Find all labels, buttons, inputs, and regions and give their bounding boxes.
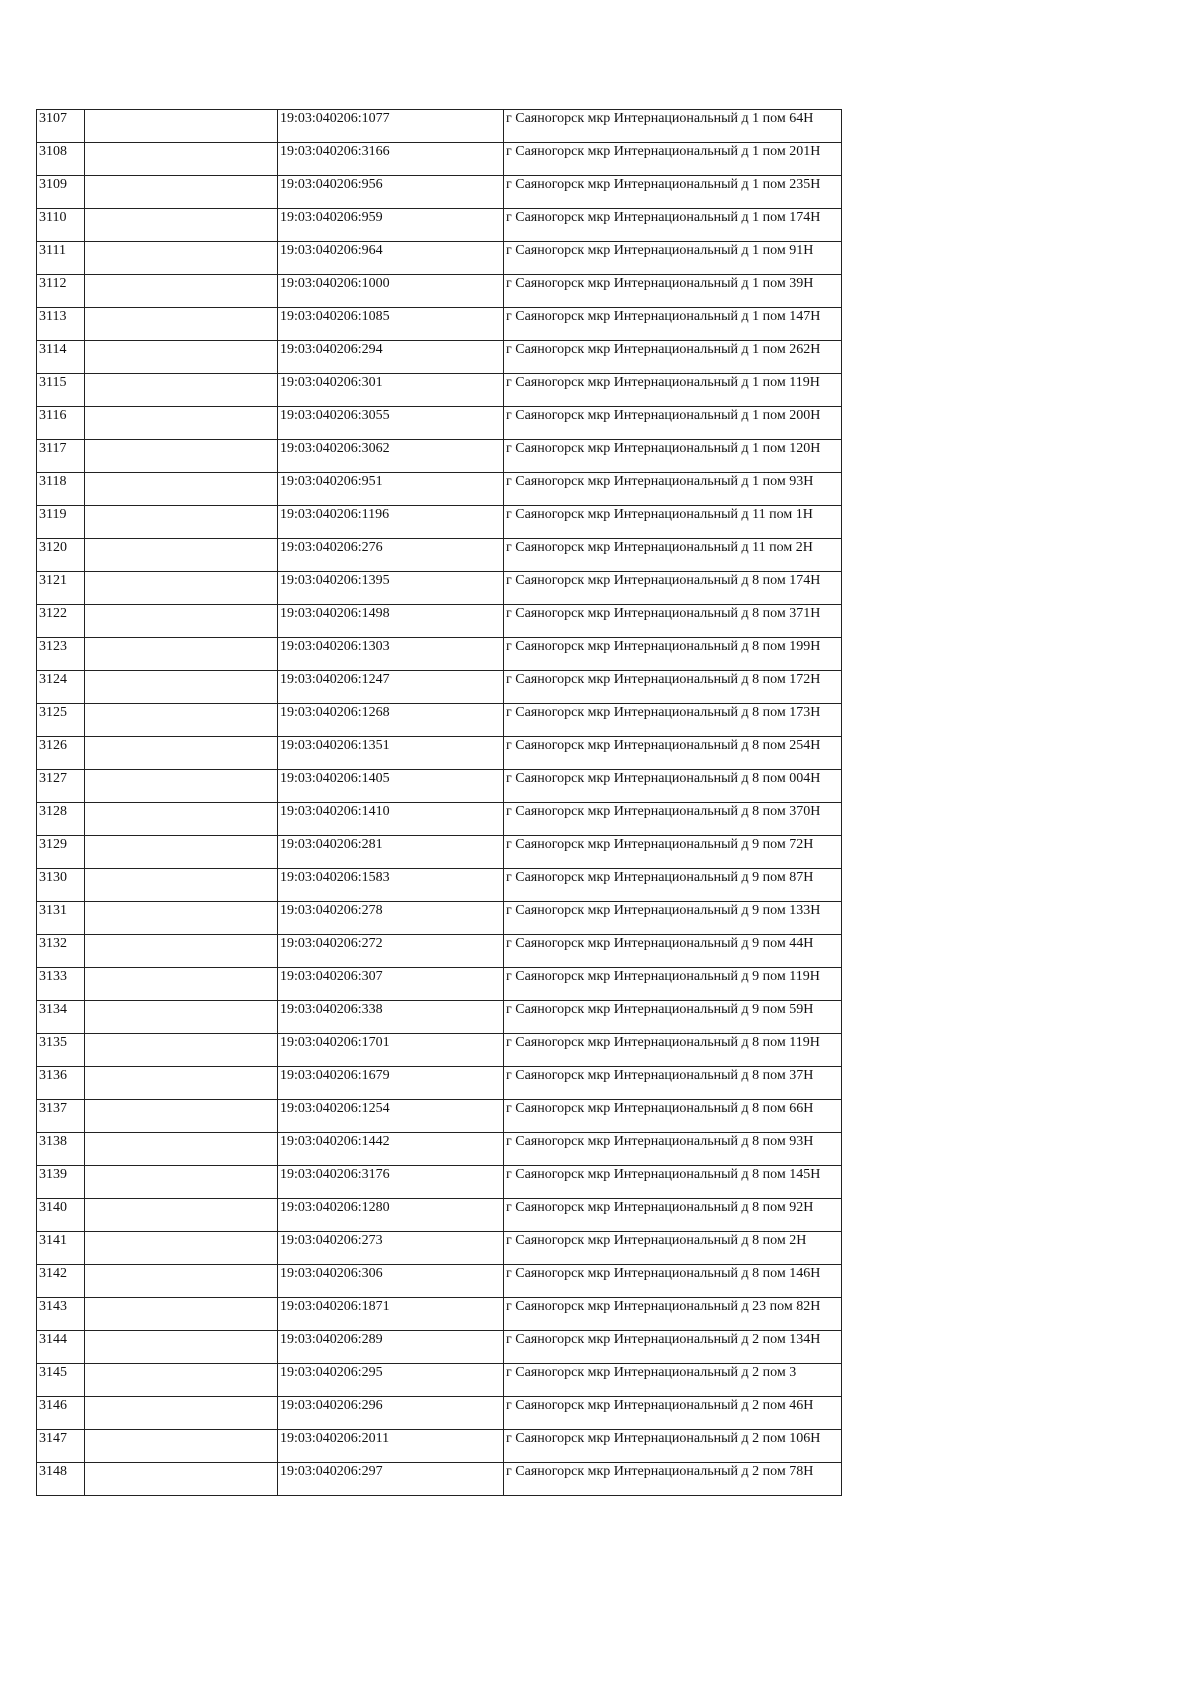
row-number-cell: 3148	[37, 1463, 85, 1496]
object-name-cell	[85, 539, 278, 572]
address-cell: г Саяногорск мкр Интернациональный д 8 пом 92Н	[504, 1199, 842, 1232]
address-cell: г Саяногорск мкр Интернациональный д 11 пом 1Н	[504, 506, 842, 539]
cadastral-number-cell: 19:03:040206:964	[278, 242, 504, 275]
table-row	[37, 605, 842, 638]
cadastral-number-cell: 19:03:040206:956	[278, 176, 504, 209]
table-row	[37, 275, 842, 308]
table-row	[37, 1265, 842, 1298]
cadastral-number-cell: 19:03:040206:1247	[278, 671, 504, 704]
property-registry-table	[36, 109, 842, 1496]
cadastral-number-cell: 19:03:040206:294	[278, 341, 504, 374]
cadastral-number-cell: 19:03:040206:1701	[278, 1034, 504, 1067]
address-cell: г Саяногорск мкр Интернациональный д 1 пом 120Н	[504, 440, 842, 473]
row-number-cell: 3141	[37, 1232, 85, 1265]
row-number-cell: 3133	[37, 968, 85, 1001]
object-name-cell	[85, 638, 278, 671]
object-name-cell	[85, 143, 278, 176]
address-cell: г Саяногорск мкр Интернациональный д 8 пом 145Н	[504, 1166, 842, 1199]
cadastral-number-cell: 19:03:040206:297	[278, 1463, 504, 1496]
cadastral-number-cell: 19:03:040206:1077	[278, 110, 504, 143]
address-cell: г Саяногорск мкр Интернациональный д 8 пом 174Н	[504, 572, 842, 605]
address-cell: г Саяногорск мкр Интернациональный д 2 пом 46Н	[504, 1397, 842, 1430]
row-number-cell: 3136	[37, 1067, 85, 1100]
address-cell: г Саяногорск мкр Интернациональный д 1 пом 119Н	[504, 374, 842, 407]
row-number-cell: 3144	[37, 1331, 85, 1364]
cadastral-number-cell: 19:03:040206:306	[278, 1265, 504, 1298]
table-row	[37, 341, 842, 374]
address-cell: г Саяногорск мкр Интернациональный д 8 пом 146Н	[504, 1265, 842, 1298]
object-name-cell	[85, 1067, 278, 1100]
object-name-cell	[85, 1298, 278, 1331]
object-name-cell	[85, 1133, 278, 1166]
table-body	[37, 110, 842, 1496]
cadastral-number-cell: 19:03:040206:1196	[278, 506, 504, 539]
address-cell: г Саяногорск мкр Интернациональный д 8 пом 119Н	[504, 1034, 842, 1067]
cadastral-number-cell: 19:03:040206:281	[278, 836, 504, 869]
table-row	[37, 1133, 842, 1166]
row-number-cell: 3145	[37, 1364, 85, 1397]
cadastral-number-cell: 19:03:040206:1583	[278, 869, 504, 902]
address-cell: г Саяногорск мкр Интернациональный д 1 пом 64Н	[504, 110, 842, 143]
object-name-cell	[85, 704, 278, 737]
row-number-cell: 3126	[37, 737, 85, 770]
row-number-cell: 3124	[37, 671, 85, 704]
table-row	[37, 176, 842, 209]
cadastral-number-cell: 19:03:040206:3166	[278, 143, 504, 176]
object-name-cell	[85, 605, 278, 638]
cadastral-number-cell: 19:03:040206:1395	[278, 572, 504, 605]
row-number-cell: 3125	[37, 704, 85, 737]
address-cell: г Саяногорск мкр Интернациональный д 8 пом 371Н	[504, 605, 842, 638]
row-number-cell: 3122	[37, 605, 85, 638]
table-row	[37, 737, 842, 770]
object-name-cell	[85, 572, 278, 605]
address-cell: г Саяногорск мкр Интернациональный д 2 пом 134Н	[504, 1331, 842, 1364]
address-cell: г Саяногорск мкр Интернациональный д 2 пом 3	[504, 1364, 842, 1397]
cadastral-number-cell: 19:03:040206:1351	[278, 737, 504, 770]
row-number-cell: 3132	[37, 935, 85, 968]
address-cell: г Саяногорск мкр Интернациональный д 1 пом 93Н	[504, 473, 842, 506]
address-cell: г Саяногорск мкр Интернациональный д 8 пом 370Н	[504, 803, 842, 836]
object-name-cell	[85, 968, 278, 1001]
table-row	[37, 1034, 842, 1067]
cadastral-number-cell: 19:03:040206:1442	[278, 1133, 504, 1166]
object-name-cell	[85, 407, 278, 440]
cadastral-number-cell: 19:03:040206:1268	[278, 704, 504, 737]
document-page	[36, 109, 842, 1496]
row-number-cell: 3113	[37, 308, 85, 341]
table-row	[37, 836, 842, 869]
cadastral-number-cell: 19:03:040206:1085	[278, 308, 504, 341]
table-row	[37, 209, 842, 242]
object-name-cell	[85, 473, 278, 506]
row-number-cell: 3118	[37, 473, 85, 506]
object-name-cell	[85, 1034, 278, 1067]
table-row	[37, 242, 842, 275]
object-name-cell	[85, 935, 278, 968]
address-cell: г Саяногорск мкр Интернациональный д 11 пом 2Н	[504, 539, 842, 572]
cadastral-number-cell: 19:03:040206:1303	[278, 638, 504, 671]
cadastral-number-cell: 19:03:040206:1410	[278, 803, 504, 836]
row-number-cell: 3117	[37, 440, 85, 473]
table-row	[37, 1001, 842, 1034]
row-number-cell: 3112	[37, 275, 85, 308]
object-name-cell	[85, 1199, 278, 1232]
object-name-cell	[85, 242, 278, 275]
row-number-cell: 3131	[37, 902, 85, 935]
object-name-cell	[85, 110, 278, 143]
table-row	[37, 506, 842, 539]
address-cell: г Саяногорск мкр Интернациональный д 1 пом 262Н	[504, 341, 842, 374]
cadastral-number-cell: 19:03:040206:289	[278, 1331, 504, 1364]
address-cell: г Саяногорск мкр Интернациональный д 1 пом 200Н	[504, 407, 842, 440]
row-number-cell: 3116	[37, 407, 85, 440]
row-number-cell: 3111	[37, 242, 85, 275]
object-name-cell	[85, 1430, 278, 1463]
object-name-cell	[85, 1100, 278, 1133]
table-row	[37, 572, 842, 605]
address-cell: г Саяногорск мкр Интернациональный д 1 пом 201Н	[504, 143, 842, 176]
object-name-cell	[85, 275, 278, 308]
address-cell: г Саяногорск мкр Интернациональный д 8 пом 37Н	[504, 1067, 842, 1100]
cadastral-number-cell: 19:03:040206:1405	[278, 770, 504, 803]
address-cell: г Саяногорск мкр Интернациональный д 1 пом 174Н	[504, 209, 842, 242]
address-cell: г Саяногорск мкр Интернациональный д 8 пом 2Н	[504, 1232, 842, 1265]
object-name-cell	[85, 1364, 278, 1397]
cadastral-number-cell: 19:03:040206:295	[278, 1364, 504, 1397]
row-number-cell: 3138	[37, 1133, 85, 1166]
object-name-cell	[85, 1232, 278, 1265]
cadastral-number-cell: 19:03:040206:951	[278, 473, 504, 506]
table-row	[37, 1331, 842, 1364]
row-number-cell: 3137	[37, 1100, 85, 1133]
address-cell: г Саяногорск мкр Интернациональный д 8 пом 172Н	[504, 671, 842, 704]
table-row	[37, 638, 842, 671]
object-name-cell	[85, 1463, 278, 1496]
cadastral-number-cell: 19:03:040206:276	[278, 539, 504, 572]
row-number-cell: 3130	[37, 869, 85, 902]
table-row	[37, 902, 842, 935]
table-row	[37, 770, 842, 803]
address-cell: г Саяногорск мкр Интернациональный д 8 пом 66Н	[504, 1100, 842, 1133]
object-name-cell	[85, 1265, 278, 1298]
table-row	[37, 1430, 842, 1463]
object-name-cell	[85, 1001, 278, 1034]
row-number-cell: 3135	[37, 1034, 85, 1067]
table-row	[37, 308, 842, 341]
row-number-cell: 3115	[37, 374, 85, 407]
address-cell: г Саяногорск мкр Интернациональный д 8 пом 93Н	[504, 1133, 842, 1166]
table-row	[37, 473, 842, 506]
table-row	[37, 1067, 842, 1100]
object-name-cell	[85, 209, 278, 242]
address-cell: г Саяногорск мкр Интернациональный д 1 пом 39Н	[504, 275, 842, 308]
object-name-cell	[85, 1397, 278, 1430]
cadastral-number-cell: 19:03:040206:1254	[278, 1100, 504, 1133]
address-cell: г Саяногорск мкр Интернациональный д 1 пом 147Н	[504, 308, 842, 341]
object-name-cell	[85, 803, 278, 836]
address-cell: г Саяногорск мкр Интернациональный д 8 пом 199Н	[504, 638, 842, 671]
address-cell: г Саяногорск мкр Интернациональный д 8 пом 254Н	[504, 737, 842, 770]
cadastral-number-cell: 19:03:040206:1000	[278, 275, 504, 308]
table-row	[37, 143, 842, 176]
table-row	[37, 803, 842, 836]
table-row	[37, 440, 842, 473]
address-cell: г Саяногорск мкр Интернациональный д 9 пом 72Н	[504, 836, 842, 869]
row-number-cell: 3142	[37, 1265, 85, 1298]
row-number-cell: 3120	[37, 539, 85, 572]
address-cell: г Саяногорск мкр Интернациональный д 8 пом 004Н	[504, 770, 842, 803]
cadastral-number-cell: 19:03:040206:296	[278, 1397, 504, 1430]
table-row	[37, 1397, 842, 1430]
object-name-cell	[85, 440, 278, 473]
object-name-cell	[85, 737, 278, 770]
table-row	[37, 1199, 842, 1232]
row-number-cell: 3114	[37, 341, 85, 374]
row-number-cell: 3109	[37, 176, 85, 209]
row-number-cell: 3121	[37, 572, 85, 605]
cadastral-number-cell: 19:03:040206:959	[278, 209, 504, 242]
row-number-cell: 3107	[37, 110, 85, 143]
object-name-cell	[85, 671, 278, 704]
cadastral-number-cell: 19:03:040206:301	[278, 374, 504, 407]
table-row	[37, 374, 842, 407]
address-cell: г Саяногорск мкр Интернациональный д 23 пом 82Н	[504, 1298, 842, 1331]
table-row	[37, 539, 842, 572]
table-row	[37, 671, 842, 704]
cadastral-number-cell: 19:03:040206:307	[278, 968, 504, 1001]
table-row	[37, 935, 842, 968]
cadastral-number-cell: 19:03:040206:272	[278, 935, 504, 968]
object-name-cell	[85, 176, 278, 209]
table-row	[37, 1298, 842, 1331]
object-name-cell	[85, 770, 278, 803]
address-cell: г Саяногорск мкр Интернациональный д 9 пом 87Н	[504, 869, 842, 902]
cadastral-number-cell: 19:03:040206:273	[278, 1232, 504, 1265]
row-number-cell: 3143	[37, 1298, 85, 1331]
table-row	[37, 1463, 842, 1496]
cadastral-number-cell: 19:03:040206:1498	[278, 605, 504, 638]
table-row	[37, 1166, 842, 1199]
row-number-cell: 3110	[37, 209, 85, 242]
table-row	[37, 407, 842, 440]
object-name-cell	[85, 341, 278, 374]
cadastral-number-cell: 19:03:040206:2011	[278, 1430, 504, 1463]
address-cell: г Саяногорск мкр Интернациональный д 9 пом 59Н	[504, 1001, 842, 1034]
object-name-cell	[85, 902, 278, 935]
address-cell: г Саяногорск мкр Интернациональный д 8 пом 173Н	[504, 704, 842, 737]
cadastral-number-cell: 19:03:040206:3176	[278, 1166, 504, 1199]
row-number-cell: 3108	[37, 143, 85, 176]
table-row	[37, 869, 842, 902]
object-name-cell	[85, 836, 278, 869]
cadastral-number-cell: 19:03:040206:3062	[278, 440, 504, 473]
row-number-cell: 3123	[37, 638, 85, 671]
address-cell: г Саяногорск мкр Интернациональный д 2 пом 106Н	[504, 1430, 842, 1463]
table-row	[37, 968, 842, 1001]
table-row	[37, 704, 842, 737]
table-row	[37, 1232, 842, 1265]
cadastral-number-cell: 19:03:040206:3055	[278, 407, 504, 440]
row-number-cell: 3129	[37, 836, 85, 869]
object-name-cell	[85, 1166, 278, 1199]
row-number-cell: 3139	[37, 1166, 85, 1199]
cadastral-number-cell: 19:03:040206:338	[278, 1001, 504, 1034]
row-number-cell: 3146	[37, 1397, 85, 1430]
row-number-cell: 3119	[37, 506, 85, 539]
row-number-cell: 3147	[37, 1430, 85, 1463]
row-number-cell: 3140	[37, 1199, 85, 1232]
address-cell: г Саяногорск мкр Интернациональный д 9 пом 44Н	[504, 935, 842, 968]
object-name-cell	[85, 374, 278, 407]
table-row	[37, 1100, 842, 1133]
cadastral-number-cell: 19:03:040206:1871	[278, 1298, 504, 1331]
row-number-cell: 3127	[37, 770, 85, 803]
object-name-cell	[85, 1331, 278, 1364]
row-number-cell: 3134	[37, 1001, 85, 1034]
address-cell: г Саяногорск мкр Интернациональный д 1 пом 91Н	[504, 242, 842, 275]
table-row	[37, 110, 842, 143]
cadastral-number-cell: 19:03:040206:1280	[278, 1199, 504, 1232]
cadastral-number-cell: 19:03:040206:278	[278, 902, 504, 935]
object-name-cell	[85, 869, 278, 902]
cadastral-number-cell: 19:03:040206:1679	[278, 1067, 504, 1100]
address-cell: г Саяногорск мкр Интернациональный д 1 пом 235Н	[504, 176, 842, 209]
object-name-cell	[85, 308, 278, 341]
address-cell: г Саяногорск мкр Интернациональный д 2 пом 78Н	[504, 1463, 842, 1496]
table-row	[37, 1364, 842, 1397]
address-cell: г Саяногорск мкр Интернациональный д 9 пом 133Н	[504, 902, 842, 935]
row-number-cell: 3128	[37, 803, 85, 836]
address-cell: г Саяногорск мкр Интернациональный д 9 пом 119Н	[504, 968, 842, 1001]
object-name-cell	[85, 506, 278, 539]
